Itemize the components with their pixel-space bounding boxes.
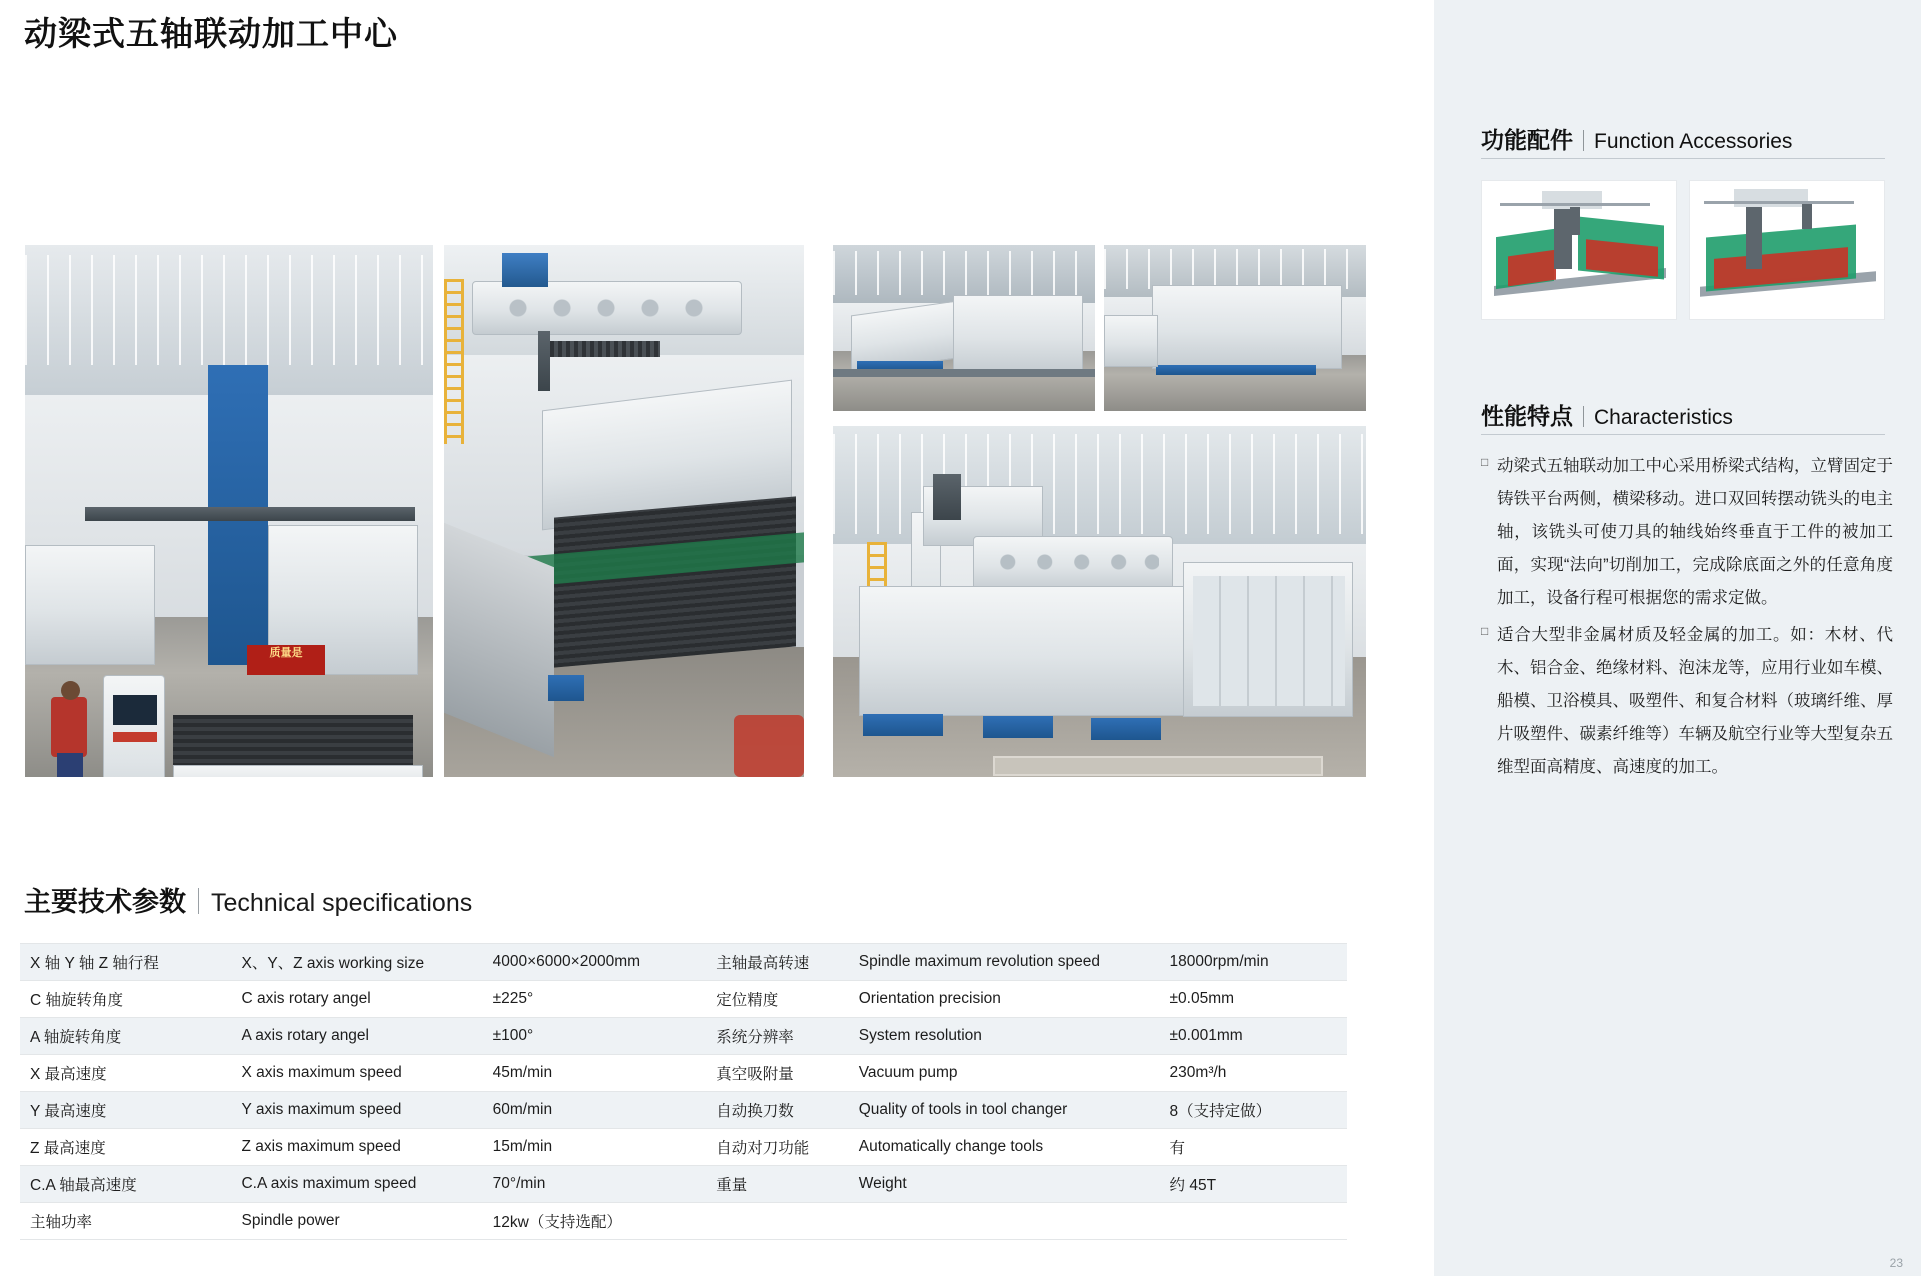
photo-factory-machine-assembly-2 bbox=[1104, 245, 1366, 411]
cell-name-cn: C.A 轴最高速度 bbox=[30, 1177, 137, 1194]
characteristics-list bbox=[1481, 450, 1893, 788]
table-row bbox=[20, 1203, 1347, 1240]
cross-beam bbox=[85, 507, 415, 521]
photo-machine-front-view-with-operator bbox=[25, 245, 433, 777]
cell-value: 60m/min bbox=[492, 1101, 553, 1118]
cell-name-en: X axis maximum speed bbox=[241, 1064, 402, 1081]
cad-rail-top bbox=[1704, 201, 1854, 204]
cad-spindle bbox=[1570, 207, 1580, 235]
characteristic-text: 动梁式五轴联动加工中心采用桥梁式结构，立臂固定于铸铁平台两侧，横梁移动。进口双回转摆动铣头的电主轴，该铣头可使刀具的轴线始终垂直于工件的被加工面，实现“法向”切削加工，完成除底面之外的任意角度加工，设备行程可根据您的需求定做。 bbox=[1497, 457, 1893, 607]
photo-collage bbox=[25, 245, 1340, 777]
cell-value2: 18000rpm/min bbox=[1169, 953, 1269, 970]
spindle-head bbox=[538, 331, 550, 391]
control-buttons bbox=[113, 732, 157, 742]
roof-truss bbox=[1104, 249, 1366, 289]
cell-name2-en: Weight bbox=[858, 1175, 907, 1192]
base-blue-1 bbox=[863, 714, 943, 736]
cell-value2: 有 bbox=[1169, 1140, 1186, 1157]
cell-name-en: Z axis maximum speed bbox=[241, 1138, 401, 1155]
cell-name-cn: Z 最高速度 bbox=[30, 1140, 106, 1157]
cell-name2-cn: 重量 bbox=[716, 1177, 748, 1194]
spindle-head bbox=[933, 474, 961, 520]
cell-name2-cn: 主轴最高转速 bbox=[716, 955, 810, 972]
roof-truss bbox=[833, 251, 1095, 295]
cell-name2-en: Spindle maximum revolution speed bbox=[858, 953, 1100, 970]
spindle-motor bbox=[502, 253, 548, 287]
cell-name2-en: Quality of tools in tool changer bbox=[858, 1101, 1068, 1118]
cell-name2-en bbox=[849, 1203, 1160, 1240]
photo-factory-machine-assembly-1 bbox=[833, 245, 1095, 411]
characteristics-heading-en: Characteristics bbox=[1594, 406, 1733, 429]
cell-name-en: C axis rotary angel bbox=[241, 990, 371, 1007]
list-item bbox=[1481, 619, 1893, 784]
table-row bbox=[20, 1055, 1347, 1092]
beam-lightening-holes bbox=[496, 297, 716, 319]
list-item bbox=[1481, 450, 1893, 615]
machine-base-left bbox=[25, 545, 155, 665]
table-row bbox=[20, 1092, 1347, 1129]
cell-value2: 230m³/h bbox=[1169, 1064, 1227, 1081]
cell-name2-cn: 定位精度 bbox=[716, 992, 779, 1009]
cell-value2: 8（支持定做） bbox=[1169, 1103, 1272, 1120]
cell-name-cn: C 轴旋转角度 bbox=[30, 992, 124, 1009]
function-accessories-heading bbox=[1481, 122, 1885, 155]
cad-machine-view-2 bbox=[1689, 180, 1885, 320]
characteristic-text: 适合大型非金属材质及轻金属的加工。如：木材、代木、铝合金、绝缘材料、泡沫龙等，应用行业如车模、船模、卫浴模具、吸塑件、和复合材料（玻璃纤维、厚片吸塑件、碳素纤维等）车辆及航空行业等大型复杂五维型面高精度、高速度的加工。 bbox=[1497, 626, 1893, 776]
cell-name2-en: System resolution bbox=[858, 1027, 982, 1044]
cell-name-cn: X 轴 Y 轴 Z 轴行程 bbox=[30, 955, 159, 972]
cell-name-en: Y axis maximum speed bbox=[241, 1101, 402, 1118]
cell-value2 bbox=[1160, 1203, 1347, 1240]
cell-name2-cn: 真空吸附量 bbox=[716, 1066, 794, 1083]
cell-value: 4000×6000×2000mm bbox=[492, 953, 641, 970]
cad-spindle bbox=[1802, 203, 1812, 229]
heading-divider bbox=[1583, 130, 1584, 151]
specs-heading-cn: 主要技术参数 bbox=[24, 887, 186, 917]
control-cabinet bbox=[103, 675, 165, 777]
machine-base-blue bbox=[1156, 365, 1316, 375]
machine-plinth bbox=[173, 765, 423, 777]
cad-column bbox=[1746, 197, 1762, 269]
cell-name2-en: Orientation precision bbox=[858, 990, 1001, 1007]
cell-name2-en: Automatically change tools bbox=[858, 1138, 1044, 1155]
photo-gantry-beam-and-worktable bbox=[444, 245, 804, 777]
cell-value2: 约 45T bbox=[1169, 1177, 1217, 1194]
cell-name2-cn bbox=[706, 1203, 849, 1240]
cell-value: 12kw（支持选配） bbox=[492, 1214, 622, 1231]
cell-name2-en: Vacuum pump bbox=[858, 1064, 958, 1081]
technical-specifications-table bbox=[20, 943, 1347, 1240]
cabin-panels bbox=[1193, 576, 1345, 706]
drive-motor bbox=[548, 675, 584, 701]
cell-name-en: Spindle power bbox=[241, 1212, 340, 1229]
cell-value: 45m/min bbox=[492, 1064, 553, 1081]
red-equipment bbox=[734, 715, 804, 777]
cell-name-en: A axis rotary angel bbox=[241, 1027, 369, 1044]
cable-chain bbox=[550, 341, 660, 357]
base-blue-2 bbox=[983, 716, 1053, 738]
floor-line bbox=[833, 369, 1095, 377]
floor-panel bbox=[993, 756, 1323, 776]
bullet-icon: □ bbox=[1481, 624, 1489, 638]
cell-name2-cn: 自动换刀数 bbox=[716, 1103, 794, 1120]
cell-value2: ±0.001mm bbox=[1169, 1027, 1243, 1044]
page-title: 动梁式五轴联动加工中心 bbox=[24, 15, 398, 52]
cad-cross-beam bbox=[1734, 189, 1808, 207]
operator-head bbox=[61, 681, 80, 700]
cell-name-cn: Y 最高速度 bbox=[30, 1103, 107, 1120]
photo-enclosed-machine-full-view bbox=[833, 426, 1366, 777]
table-row bbox=[20, 1018, 1347, 1055]
vacuum-worktable bbox=[554, 496, 796, 667]
worktable bbox=[173, 715, 413, 767]
table-row bbox=[20, 1129, 1347, 1166]
cell-name-cn: A 轴旋转角度 bbox=[30, 1029, 122, 1046]
quality-banner: 质量是 bbox=[247, 645, 325, 675]
cell-name2-cn: 系统分辨率 bbox=[716, 1029, 794, 1046]
technical-specifications-heading bbox=[24, 880, 472, 919]
table-row bbox=[20, 944, 1347, 981]
cell-value: 70°/min bbox=[492, 1175, 546, 1192]
machine-enclosure bbox=[1152, 285, 1342, 369]
accessories-heading-en: Function Accessories bbox=[1594, 130, 1793, 153]
cell-value: 15m/min bbox=[492, 1138, 553, 1155]
cell-name-en: C.A axis maximum speed bbox=[241, 1175, 417, 1192]
cell-value: ±100° bbox=[492, 1027, 534, 1044]
accessories-heading-cn: 功能配件 bbox=[1481, 127, 1573, 153]
table-row bbox=[20, 1166, 1347, 1203]
heading-divider bbox=[1583, 406, 1584, 427]
roof-truss bbox=[25, 255, 433, 365]
accessories-image-row bbox=[1481, 180, 1885, 320]
cad-rail-top bbox=[1500, 203, 1650, 206]
cell-value: ±225° bbox=[492, 990, 534, 1007]
access-ladder bbox=[444, 279, 464, 444]
cell-name-cn: X 最高速度 bbox=[30, 1066, 107, 1083]
page-number: 23 bbox=[1889, 1256, 1903, 1270]
cell-name-cn: 主轴功率 bbox=[30, 1214, 93, 1231]
beam-lightening-holes bbox=[991, 552, 1159, 572]
characteristics-heading-cn: 性能特点 bbox=[1481, 403, 1573, 429]
accessories-heading-rule bbox=[1481, 158, 1885, 159]
right-sidebar-column bbox=[1434, 0, 1921, 1276]
control-screen bbox=[113, 695, 157, 725]
base-blue-3 bbox=[1091, 718, 1161, 740]
characteristics-heading-rule bbox=[1481, 434, 1885, 435]
cell-name-en: X、Y、Z axis working size bbox=[241, 955, 425, 972]
operator-legs bbox=[57, 753, 83, 777]
machine-body bbox=[953, 295, 1083, 373]
bullet-icon: □ bbox=[1481, 455, 1489, 469]
machine-left-part bbox=[1104, 315, 1158, 367]
specs-heading-en: Technical specifications bbox=[211, 889, 473, 917]
cell-value2: ±0.05mm bbox=[1169, 990, 1235, 1007]
cad-machine-view-1 bbox=[1481, 180, 1677, 320]
operator-jacket bbox=[51, 697, 87, 757]
heading-divider bbox=[198, 888, 199, 914]
characteristics-heading bbox=[1481, 398, 1885, 431]
cell-name2-cn: 自动对刀功能 bbox=[716, 1140, 810, 1157]
table-row bbox=[20, 981, 1347, 1018]
